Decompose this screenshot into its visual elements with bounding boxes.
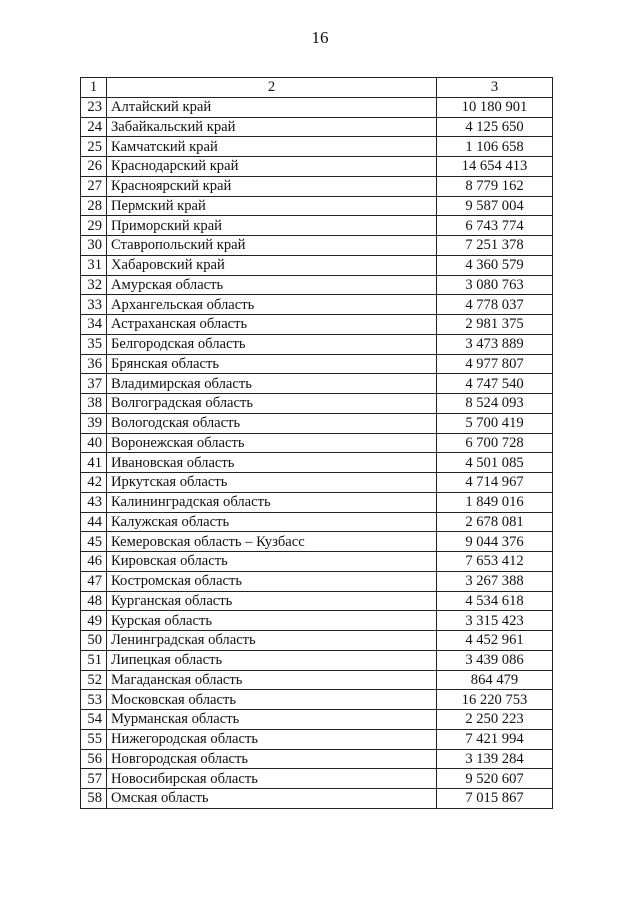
region-name: Калининградская область <box>107 492 437 512</box>
row-value: 6 700 728 <box>437 433 553 453</box>
region-name: Забайкальский край <box>107 117 437 137</box>
region-name: Мурманская область <box>107 710 437 730</box>
table-row <box>81 295 553 315</box>
table-row <box>81 571 553 591</box>
table-row <box>81 354 553 374</box>
row-value: 7 653 412 <box>437 552 553 572</box>
row-number: 26 <box>81 157 107 177</box>
row-number: 51 <box>81 650 107 670</box>
table-row <box>81 631 553 651</box>
table-row <box>81 334 553 354</box>
row-value: 5 700 419 <box>437 413 553 433</box>
table-row <box>81 611 553 631</box>
row-number: 41 <box>81 453 107 473</box>
table-row <box>81 196 553 216</box>
data-table <box>80 77 553 809</box>
row-value: 7 421 994 <box>437 729 553 749</box>
row-number: 48 <box>81 591 107 611</box>
table-row <box>81 552 553 572</box>
row-value: 4 452 961 <box>437 631 553 651</box>
table-row <box>81 710 553 730</box>
table-row <box>81 532 553 552</box>
region-name: Алтайский край <box>107 97 437 117</box>
region-name: Омская область <box>107 789 437 809</box>
row-value: 9 520 607 <box>437 769 553 789</box>
table-row <box>81 374 553 394</box>
table-row <box>81 453 553 473</box>
row-value: 14 654 413 <box>437 157 553 177</box>
row-value: 6 743 774 <box>437 216 553 236</box>
region-name: Новгородская область <box>107 749 437 769</box>
row-value: 7 251 378 <box>437 236 553 256</box>
row-number: 30 <box>81 236 107 256</box>
region-name: Калужская область <box>107 512 437 532</box>
table-row <box>81 117 553 137</box>
row-value: 1 106 658 <box>437 137 553 157</box>
row-number: 56 <box>81 749 107 769</box>
row-value: 16 220 753 <box>437 690 553 710</box>
region-name: Приморский край <box>107 216 437 236</box>
row-number: 54 <box>81 710 107 730</box>
row-value: 3 267 388 <box>437 571 553 591</box>
row-number: 33 <box>81 295 107 315</box>
row-number: 55 <box>81 729 107 749</box>
row-number: 49 <box>81 611 107 631</box>
region-name: Кировская область <box>107 552 437 572</box>
region-name: Астраханская область <box>107 315 437 335</box>
row-number: 34 <box>81 315 107 335</box>
row-value: 4 360 579 <box>437 255 553 275</box>
row-number: 47 <box>81 571 107 591</box>
column-header-3: 3 <box>437 78 553 98</box>
row-value: 864 479 <box>437 670 553 690</box>
region-name: Магаданская область <box>107 670 437 690</box>
row-value: 9 044 376 <box>437 532 553 552</box>
table-row <box>81 315 553 335</box>
row-number: 39 <box>81 413 107 433</box>
table-row <box>81 176 553 196</box>
row-value: 4 778 037 <box>437 295 553 315</box>
row-value: 3 315 423 <box>437 611 553 631</box>
table-row <box>81 729 553 749</box>
row-number: 57 <box>81 769 107 789</box>
row-number: 38 <box>81 394 107 414</box>
table-row <box>81 433 553 453</box>
region-name: Пермский край <box>107 196 437 216</box>
region-name: Волгоградская область <box>107 394 437 414</box>
page-number: 16 <box>311 28 329 47</box>
region-name: Воронежская область <box>107 433 437 453</box>
table-row <box>81 512 553 532</box>
table-header-row <box>81 78 553 98</box>
row-number: 31 <box>81 255 107 275</box>
row-value: 3 439 086 <box>437 650 553 670</box>
row-number: 36 <box>81 354 107 374</box>
row-number: 37 <box>81 374 107 394</box>
table-row <box>81 275 553 295</box>
region-name: Нижегородская область <box>107 729 437 749</box>
table-row <box>81 97 553 117</box>
row-value: 4 534 618 <box>437 591 553 611</box>
table-row <box>81 216 553 236</box>
table-row <box>81 670 553 690</box>
region-name: Иркутская область <box>107 473 437 493</box>
row-value: 4 747 540 <box>437 374 553 394</box>
table-row <box>81 413 553 433</box>
region-name: Владимирская область <box>107 374 437 394</box>
table-row <box>81 394 553 414</box>
row-number: 46 <box>81 552 107 572</box>
row-number: 35 <box>81 334 107 354</box>
table-row <box>81 690 553 710</box>
row-number: 32 <box>81 275 107 295</box>
row-value: 8 524 093 <box>437 394 553 414</box>
table-row <box>81 137 553 157</box>
row-value: 4 501 085 <box>437 453 553 473</box>
table-row <box>81 749 553 769</box>
row-number: 53 <box>81 690 107 710</box>
row-value: 2 678 081 <box>437 512 553 532</box>
region-name: Ленинградская область <box>107 631 437 651</box>
region-name: Белгородская область <box>107 334 437 354</box>
row-value: 10 180 901 <box>437 97 553 117</box>
row-value: 2 250 223 <box>437 710 553 730</box>
row-value: 3 473 889 <box>437 334 553 354</box>
table-row <box>81 591 553 611</box>
row-number: 40 <box>81 433 107 453</box>
region-name: Архангельская область <box>107 295 437 315</box>
row-number: 24 <box>81 117 107 137</box>
row-value: 4 125 650 <box>437 117 553 137</box>
row-value: 9 587 004 <box>437 196 553 216</box>
row-number: 58 <box>81 789 107 809</box>
row-number: 27 <box>81 176 107 196</box>
row-value: 8 779 162 <box>437 176 553 196</box>
row-value: 1 849 016 <box>437 492 553 512</box>
row-value: 3 080 763 <box>437 275 553 295</box>
region-name: Костромская область <box>107 571 437 591</box>
region-name: Кемеровская область – Кузбасс <box>107 532 437 552</box>
table-row <box>81 650 553 670</box>
region-name: Ивановская область <box>107 453 437 473</box>
row-number: 28 <box>81 196 107 216</box>
row-value: 3 139 284 <box>437 749 553 769</box>
region-name: Хабаровский край <box>107 255 437 275</box>
row-value: 2 981 375 <box>437 315 553 335</box>
row-value: 4 977 807 <box>437 354 553 374</box>
row-number: 50 <box>81 631 107 651</box>
region-name: Липецкая область <box>107 650 437 670</box>
row-value: 7 015 867 <box>437 789 553 809</box>
region-name: Курганская область <box>107 591 437 611</box>
region-name: Новосибирская область <box>107 769 437 789</box>
region-name: Краснодарский край <box>107 157 437 177</box>
row-number: 43 <box>81 492 107 512</box>
region-name: Красноярский край <box>107 176 437 196</box>
region-name: Амурская область <box>107 275 437 295</box>
row-number: 52 <box>81 670 107 690</box>
table-row <box>81 769 553 789</box>
row-number: 23 <box>81 97 107 117</box>
row-number: 42 <box>81 473 107 493</box>
table-row <box>81 157 553 177</box>
row-value: 4 714 967 <box>437 473 553 493</box>
table-row <box>81 789 553 809</box>
row-number: 29 <box>81 216 107 236</box>
region-name: Московская область <box>107 690 437 710</box>
table-row <box>81 255 553 275</box>
column-header-1: 1 <box>81 78 107 98</box>
table-row <box>81 473 553 493</box>
region-name: Брянская область <box>107 354 437 374</box>
table-row <box>81 236 553 256</box>
region-name: Вологодская область <box>107 413 437 433</box>
row-number: 25 <box>81 137 107 157</box>
row-number: 45 <box>81 532 107 552</box>
region-name: Ставропольский край <box>107 236 437 256</box>
region-name: Курская область <box>107 611 437 631</box>
column-header-2: 2 <box>107 78 437 98</box>
region-name: Камчатский край <box>107 137 437 157</box>
row-number: 44 <box>81 512 107 532</box>
table-row <box>81 492 553 512</box>
